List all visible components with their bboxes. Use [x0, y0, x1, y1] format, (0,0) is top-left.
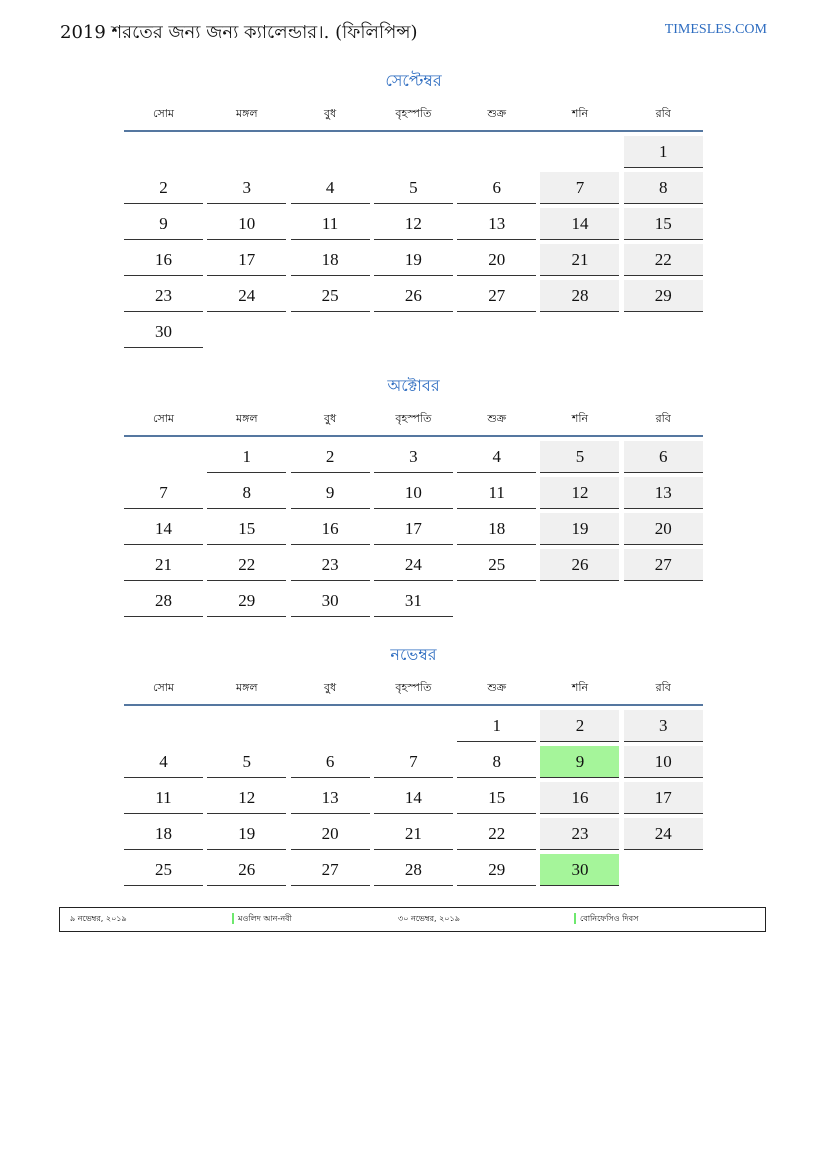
- day-cell[interactable]: 12: [540, 477, 619, 509]
- day-cell[interactable]: 18: [457, 513, 536, 545]
- legend-holiday-2: [574, 908, 638, 930]
- day-cell[interactable]: 9: [291, 477, 370, 509]
- day-cell[interactable]: 21: [540, 244, 619, 276]
- day-cell[interactable]: 27: [457, 280, 536, 312]
- holiday-legend: [59, 907, 766, 932]
- empty-day-cell: [124, 136, 203, 168]
- weekday-label: সোম: [152, 107, 175, 120]
- weekday-label: শনি: [571, 412, 589, 425]
- legend-holiday-name-2: বোনিফেসিও দিবস: [580, 914, 639, 923]
- day-cell[interactable]: 14: [124, 513, 203, 545]
- day-cell[interactable]: 21: [124, 549, 203, 581]
- day-grid: [124, 441, 703, 617]
- day-cell[interactable]: 19: [207, 818, 286, 850]
- month-block: [124, 70, 703, 348]
- day-cell[interactable]: 6: [624, 441, 703, 473]
- day-cell[interactable]: 2: [291, 441, 370, 473]
- day-cell[interactable]: 29: [457, 854, 536, 886]
- weekday-label: বুধ: [323, 412, 337, 425]
- day-cell[interactable]: 19: [374, 244, 453, 276]
- month-title: অক্টোবর: [387, 376, 440, 395]
- empty-day-cell: [540, 136, 619, 168]
- day-cell[interactable]: 26: [540, 549, 619, 581]
- weekday-header-row: [124, 102, 703, 132]
- day-cell[interactable]: 25: [124, 854, 203, 886]
- day-cell[interactable]: 14: [374, 782, 453, 814]
- weekday-label: রবি: [655, 412, 671, 425]
- day-cell[interactable]: 16: [124, 244, 203, 276]
- day-cell[interactable]: 8: [457, 746, 536, 778]
- day-cell[interactable]: 24: [624, 818, 703, 850]
- day-cell[interactable]: 1: [624, 136, 703, 168]
- day-cell[interactable]: 17: [207, 244, 286, 276]
- day-cell[interactable]: 3: [207, 172, 286, 204]
- weekday-label: মঙ্গল: [235, 681, 258, 694]
- month-title: সেপ্টেম্বর: [385, 71, 442, 90]
- day-cell[interactable]: 4: [124, 746, 203, 778]
- day-grid: [124, 136, 703, 348]
- day-cell[interactable]: 8: [207, 477, 286, 509]
- day-cell[interactable]: 13: [291, 782, 370, 814]
- day-cell[interactable]: 12: [207, 782, 286, 814]
- day-cell[interactable]: 18: [291, 244, 370, 276]
- empty-day-cell: [291, 136, 370, 168]
- weekday-header-row: [124, 676, 703, 706]
- day-cell[interactable]: 6: [457, 172, 536, 204]
- day-cell[interactable]: 30: [540, 854, 619, 886]
- day-cell[interactable]: 6: [291, 746, 370, 778]
- day-cell[interactable]: 3: [624, 710, 703, 742]
- day-cell[interactable]: 27: [624, 549, 703, 581]
- empty-day-cell: [124, 710, 203, 742]
- day-cell[interactable]: 21: [374, 818, 453, 850]
- day-cell[interactable]: 9: [124, 208, 203, 240]
- day-cell[interactable]: 11: [457, 477, 536, 509]
- day-cell[interactable]: 23: [291, 549, 370, 581]
- day-cell[interactable]: 2: [540, 710, 619, 742]
- empty-day-cell: [291, 710, 370, 742]
- weekday-label: শুক্র: [487, 681, 507, 694]
- day-cell[interactable]: 17: [374, 513, 453, 545]
- month-block: [124, 375, 703, 617]
- month-block: [124, 644, 703, 886]
- day-cell[interactable]: 22: [457, 818, 536, 850]
- weekday-label: রবি: [655, 107, 671, 120]
- weekday-label: বৃহস্পতি: [395, 681, 432, 694]
- empty-day-cell: [124, 441, 203, 473]
- day-cell[interactable]: 8: [624, 172, 703, 204]
- day-grid: [124, 710, 703, 886]
- day-cell[interactable]: 2: [124, 172, 203, 204]
- day-cell[interactable]: 7: [540, 172, 619, 204]
- empty-day-cell: [207, 710, 286, 742]
- weekday-label: মঙ্গল: [235, 107, 258, 120]
- weekday-label: বুধ: [323, 107, 337, 120]
- day-cell[interactable]: 29: [624, 280, 703, 312]
- day-cell[interactable]: 9: [540, 746, 619, 778]
- weekday-label: শনি: [571, 681, 589, 694]
- day-cell[interactable]: 16: [540, 782, 619, 814]
- day-cell[interactable]: 7: [374, 746, 453, 778]
- weekday-label: বৃহস্পতি: [395, 412, 432, 425]
- weekday-label: শনি: [571, 107, 589, 120]
- day-cell[interactable]: 28: [540, 280, 619, 312]
- day-cell[interactable]: 4: [457, 441, 536, 473]
- holiday-swatch-icon: [574, 913, 576, 924]
- day-cell[interactable]: 1: [457, 710, 536, 742]
- empty-day-cell: [207, 136, 286, 168]
- weekday-header-row: [124, 407, 703, 437]
- day-cell[interactable]: 19: [540, 513, 619, 545]
- day-cell[interactable]: 5: [207, 746, 286, 778]
- weekday-label: বুধ: [323, 681, 337, 694]
- day-cell[interactable]: 10: [624, 746, 703, 778]
- weekday-label: রবি: [655, 681, 671, 694]
- day-cell[interactable]: 10: [207, 208, 286, 240]
- day-cell[interactable]: 1: [207, 441, 286, 473]
- day-cell[interactable]: 29: [207, 585, 286, 617]
- day-cell[interactable]: 27: [291, 854, 370, 886]
- legend-date-2: ৩০ নভেম্বর, ২০১৯: [398, 914, 460, 923]
- day-cell[interactable]: 15: [624, 208, 703, 240]
- day-cell[interactable]: 25: [457, 549, 536, 581]
- weekday-label: বৃহস্পতি: [395, 107, 432, 120]
- day-cell[interactable]: 7: [124, 477, 203, 509]
- day-cell[interactable]: 20: [624, 513, 703, 545]
- empty-day-cell: [374, 136, 453, 168]
- day-cell[interactable]: 3: [374, 441, 453, 473]
- day-cell[interactable]: 30: [124, 316, 203, 348]
- page-title: 2019 শরতের জন্য জন্য ক্যালেন্ডার।. (ফিলিপিন্স): [60, 22, 418, 43]
- day-cell[interactable]: 10: [374, 477, 453, 509]
- day-cell[interactable]: 28: [374, 854, 453, 886]
- day-cell[interactable]: 13: [457, 208, 536, 240]
- holiday-swatch-icon: [232, 913, 234, 924]
- day-cell[interactable]: 12: [374, 208, 453, 240]
- day-cell[interactable]: 11: [124, 782, 203, 814]
- legend-holiday-name-1: মওলিদ আন-নবী: [238, 914, 292, 923]
- legend-date-1: ৯ নভেম্বর, ২০১৯: [70, 914, 127, 923]
- day-cell[interactable]: 25: [291, 280, 370, 312]
- day-cell[interactable]: 28: [124, 585, 203, 617]
- weekday-label: সোম: [152, 412, 175, 425]
- day-cell[interactable]: 13: [624, 477, 703, 509]
- day-cell[interactable]: 26: [374, 280, 453, 312]
- day-cell[interactable]: 5: [540, 441, 619, 473]
- day-cell[interactable]: 15: [207, 513, 286, 545]
- day-cell[interactable]: 31: [374, 585, 453, 617]
- weekday-label: সোম: [152, 681, 175, 694]
- day-cell[interactable]: 14: [540, 208, 619, 240]
- day-cell[interactable]: 4: [291, 172, 370, 204]
- day-cell[interactable]: 17: [624, 782, 703, 814]
- day-cell[interactable]: 11: [291, 208, 370, 240]
- site-link[interactable]: TIMESLES.COM: [664, 22, 767, 37]
- day-cell[interactable]: 15: [457, 782, 536, 814]
- day-cell[interactable]: 23: [540, 818, 619, 850]
- day-cell[interactable]: 23: [124, 280, 203, 312]
- day-cell[interactable]: 24: [374, 549, 453, 581]
- empty-day-cell: [457, 136, 536, 168]
- day-cell[interactable]: 18: [124, 818, 203, 850]
- day-cell[interactable]: 26: [207, 854, 286, 886]
- legend-holiday-1: [232, 908, 292, 930]
- weekday-label: মঙ্গল: [235, 412, 258, 425]
- day-cell[interactable]: 22: [207, 549, 286, 581]
- day-cell[interactable]: 20: [291, 818, 370, 850]
- empty-day-cell: [374, 710, 453, 742]
- day-cell[interactable]: 16: [291, 513, 370, 545]
- day-cell[interactable]: 5: [374, 172, 453, 204]
- month-title: নভেম্বর: [390, 645, 437, 664]
- day-cell[interactable]: 24: [207, 280, 286, 312]
- day-cell[interactable]: 20: [457, 244, 536, 276]
- weekday-label: শুক্র: [487, 412, 507, 425]
- weekday-label: শুক্র: [487, 107, 507, 120]
- day-cell[interactable]: 30: [291, 585, 370, 617]
- day-cell[interactable]: 22: [624, 244, 703, 276]
